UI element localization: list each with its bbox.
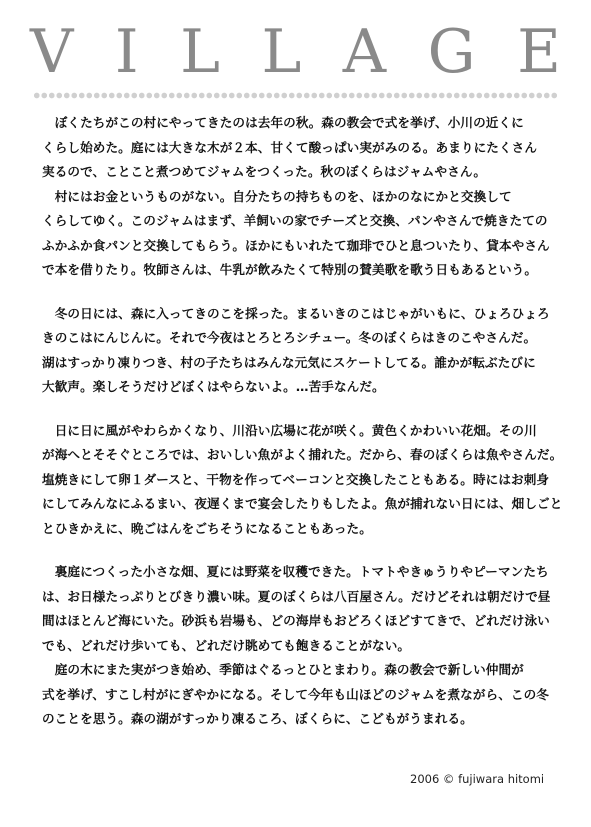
text-line: 裏庭につくった小さな畑、夏には野菜を収穫できた。トマトやきゅうりやピーマンたち bbox=[42, 564, 549, 579]
story-body bbox=[42, 111, 563, 732]
text-line: 冬の日には、森に入ってきのこを採った。まるいきのこはじゃがいもに、ひょろひょろ bbox=[42, 305, 550, 321]
text-line: 塩焼きにして卵１ダースと、干物を作ってベーコンと交換したこともある。時にはお刺身 bbox=[42, 471, 550, 487]
text-line: とひきかえに、晩ごはんをごちそうになることもあった。 bbox=[42, 520, 372, 536]
title-letter: V bbox=[30, 17, 74, 87]
text-line: くらしてゆく。このジャムはまず、羊飼いの家でチーズと交換、パンやさんで焼きたての bbox=[42, 213, 548, 228]
page-title bbox=[30, 17, 561, 87]
title-letter: E bbox=[517, 17, 561, 87]
paragraph-gap bbox=[42, 541, 556, 560]
paragraph-autumn-2 bbox=[42, 185, 556, 283]
text-line: は、お日様たっぷりとびきり濃い味。夏のぼくらは八百屋さん。だけどそれは朝だけで昼 bbox=[42, 588, 551, 604]
text-line: にしてみんなにふるまい、夜遅くまで宴会したりもしたよ。魚が捕れない日には、畑しごと bbox=[42, 496, 563, 511]
paragraph-winter bbox=[42, 302, 556, 400]
text-line: でも、どれだけ歩いても、どれだけ眺めても飽きることがない。 bbox=[42, 637, 411, 653]
text-line: のことを思う。森の湖がすっかり凍るころ、ぼくらに、こどもがうまれる。 bbox=[42, 711, 473, 726]
paragraph-gap bbox=[42, 283, 556, 302]
title-letter: L bbox=[180, 17, 220, 87]
text-line: 間はほとんど海にいた。砂浜も岩場も、どの海岸もおどろくほどすてきで、どれだけ泳い bbox=[42, 613, 550, 628]
paragraph-closing bbox=[42, 658, 556, 732]
text-line: きのこはにんじんに。それで今夜はとろとろシチュー。冬のぼくらはきのこやさんだ。 bbox=[42, 330, 537, 345]
text-line: 湖はすっかり凍りつき、村の子たちはみんな元気にスケートしてる。誰かが転ぶたびに bbox=[42, 354, 536, 370]
title-letter: L bbox=[261, 17, 302, 87]
text-line: ぼくたちがこの村にやってきたのは去年の秋。森の教会で式を挙げ、小川の近くに bbox=[42, 115, 524, 130]
text-line: 庭の木にまた実がつき始め、季節はぐるっとひとまわり。森の教会で新しい仲間が bbox=[42, 662, 524, 677]
paragraph-spring bbox=[42, 419, 563, 542]
title-letter: A bbox=[342, 17, 387, 87]
dotted-divider bbox=[33, 92, 558, 99]
text-line: 大歓声。楽しそうだけどぼくはやらないよ。…苦手なんだ。 bbox=[42, 379, 385, 394]
paragraph-summer bbox=[42, 560, 556, 658]
text-line: 村にはお金というものがない。自分たちの持ちものを、ほかのなにかと交換して bbox=[42, 188, 512, 204]
text-line: 日に日に風がやわらかくなり、川沿い広場に花が咲く。黄色くかわいい花畑。その川 bbox=[42, 422, 537, 438]
title-letter: I bbox=[114, 17, 139, 87]
text-line: 実るので、ことこと煮つめてジャムをつくった。秋のぼくらはジャムやさん。 bbox=[42, 164, 487, 179]
text-line: 式を挙げ、すこし村がにぎやかになる。そして今年も山ほどのジャムを煮ながら、この冬 bbox=[42, 686, 549, 702]
text-line: で本を借りたり。牧師さんは、牛乳が飲みたくて特別の賛美歌を歌う日もあるという。 bbox=[42, 262, 538, 277]
title-letter: G bbox=[427, 17, 476, 87]
text-line: くらし始めた。庭には大きな木が２本、甘くて酸っぱい実がみのる。あまりにたくさん bbox=[42, 139, 538, 155]
text-line: が海へとそそぐところでは、おいしい魚がよく捕れた。だから、春のぼくらは魚やさんだ。 bbox=[42, 447, 563, 462]
paragraph-gap bbox=[42, 400, 556, 419]
text-line: ふかふか食パンと交換してもらう。ほかにもいれたて珈琲でひと息ついたり、貸本やさん bbox=[42, 237, 550, 253]
copyright-footer: 2006 © fujiwara hitomi bbox=[410, 772, 545, 786]
paragraph-autumn-1 bbox=[42, 111, 556, 185]
